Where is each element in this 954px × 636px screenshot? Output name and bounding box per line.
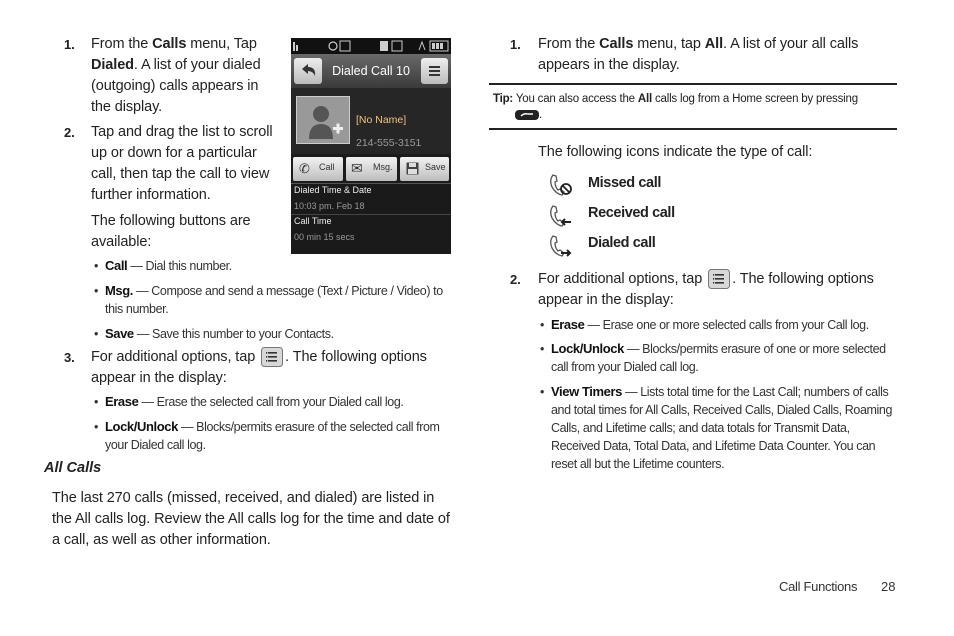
save-button-label: Save [425, 162, 446, 172]
missed-call-label: Missed call [588, 175, 661, 191]
phone-title: Dialed Call 10 [332, 64, 410, 78]
bullet-erase-left: • Erase — Erase the selected call from your Dialed call log. [105, 393, 445, 411]
bullet-save: • Save — Save this number to your Contacts. [105, 325, 445, 343]
contact-avatar [296, 96, 350, 144]
bullet-lock-right: • Lock/Unlock — Blocks/permits erasure of one or more selected call from your Dialed call log. [551, 340, 896, 376]
section-paragraph: The last 270 calls (missed, received, and dialed) are listed in the All calls log. Review the All calls log for the time and date of a call, as well as other information. [52, 490, 450, 548]
tip-top-rule [489, 83, 897, 85]
phone-call-button[interactable] [293, 157, 343, 181]
contact-name: [No Name] [356, 114, 407, 126]
menu-key-icon [708, 269, 730, 289]
save-disk-icon [406, 162, 419, 175]
tip-bottom-rule [489, 128, 897, 130]
menu-list-icon [421, 58, 448, 84]
left-step3-text: For additional options, tap . The following options appear in the display: [91, 349, 427, 386]
detail-divider [291, 214, 451, 215]
bullet-call: • Call — Dial this number. [105, 257, 445, 275]
left-step3-number: 3. [64, 350, 75, 365]
status-icons [291, 38, 451, 54]
received-call-label: Received call [588, 205, 675, 221]
buttons-intro: The following buttons are available: [91, 213, 251, 250]
detail2-label: Call Time [294, 216, 332, 226]
tip-box: Tip: You can also access the All calls log from a Home screen by pressing . [493, 93, 858, 121]
menu-key-icon [261, 347, 283, 367]
contact-number: 214-555-3151 [356, 137, 422, 149]
status-bar [291, 38, 451, 54]
phone-icon: ✆ [299, 161, 310, 176]
dialed-call-icon [548, 233, 574, 259]
msg-button-label: Msg. [373, 162, 393, 172]
dialed-call-label: Dialed call [588, 235, 656, 251]
bullet-erase-right: • Erase — Erase one or more selected calls from your Call log. [551, 316, 896, 334]
detail1-value: 10:03 pm. Feb 18 [294, 201, 365, 211]
received-call-icon [548, 203, 574, 229]
right-step2-text: For additional options, tap . The following options appear in the display: [538, 271, 874, 308]
envelope-icon: ✉ [351, 160, 363, 176]
footer-section: Call Functions [779, 579, 858, 594]
phone-save-button[interactable] [400, 157, 449, 181]
right-step1-number: 1. [510, 37, 521, 52]
phone-menu-button[interactable] [421, 58, 448, 84]
left-step2-text: Tap and drag the list to scroll up or down for a particular call, then tap the call to view further information. [91, 124, 273, 203]
right-step2-number: 2. [510, 272, 521, 287]
send-key-icon [515, 109, 539, 121]
phone-msg-button[interactable] [346, 157, 397, 181]
detail1-label: Dialed Time & Date [294, 185, 372, 195]
call-button-label: Call [319, 162, 335, 172]
missed-call-icon [548, 172, 574, 198]
phone-screenshot [291, 38, 451, 253]
bullet-view-timers: • View Timers — Lists total time for the Last Call; numbers of calls and total times for All Calls, Received Calls, Dialed Calls, Roaming Calls, and Lifetime calls; and data totals for Transmit Data, Received Data, Total Data, and Lifetime Data Counter. You can reset all but the Lifetime counters. [551, 383, 897, 473]
left-step1-number: 1. [64, 37, 75, 52]
bullet-lock-left: • Lock/Unlock — Blocks/permits erasure of the selected call from your Dialed call log. [105, 418, 450, 454]
section-heading: All Calls [44, 460, 102, 476]
tip-label: Tip: [493, 93, 514, 105]
back-arrow-icon [294, 58, 322, 84]
left-step2-number: 2. [64, 125, 75, 140]
right-step1-text: From the Calls menu, tap All. A list of your all calls appears in the display. [538, 36, 859, 73]
icons-intro: The following icons indicate the type of call: [538, 144, 813, 160]
detail2-value: 00 min 15 secs [294, 232, 355, 242]
left-step1-text: From the Calls menu, Tap Dialed. A list of your dialed (outgoing) calls appears in the display. [91, 36, 261, 115]
footer-page-number: 28 [881, 579, 896, 594]
person-add-icon [297, 97, 349, 143]
bullet-msg: • Msg. — Compose and send a message (Text / Picture / Video) to this number. [105, 282, 450, 318]
back-button[interactable] [294, 58, 322, 84]
